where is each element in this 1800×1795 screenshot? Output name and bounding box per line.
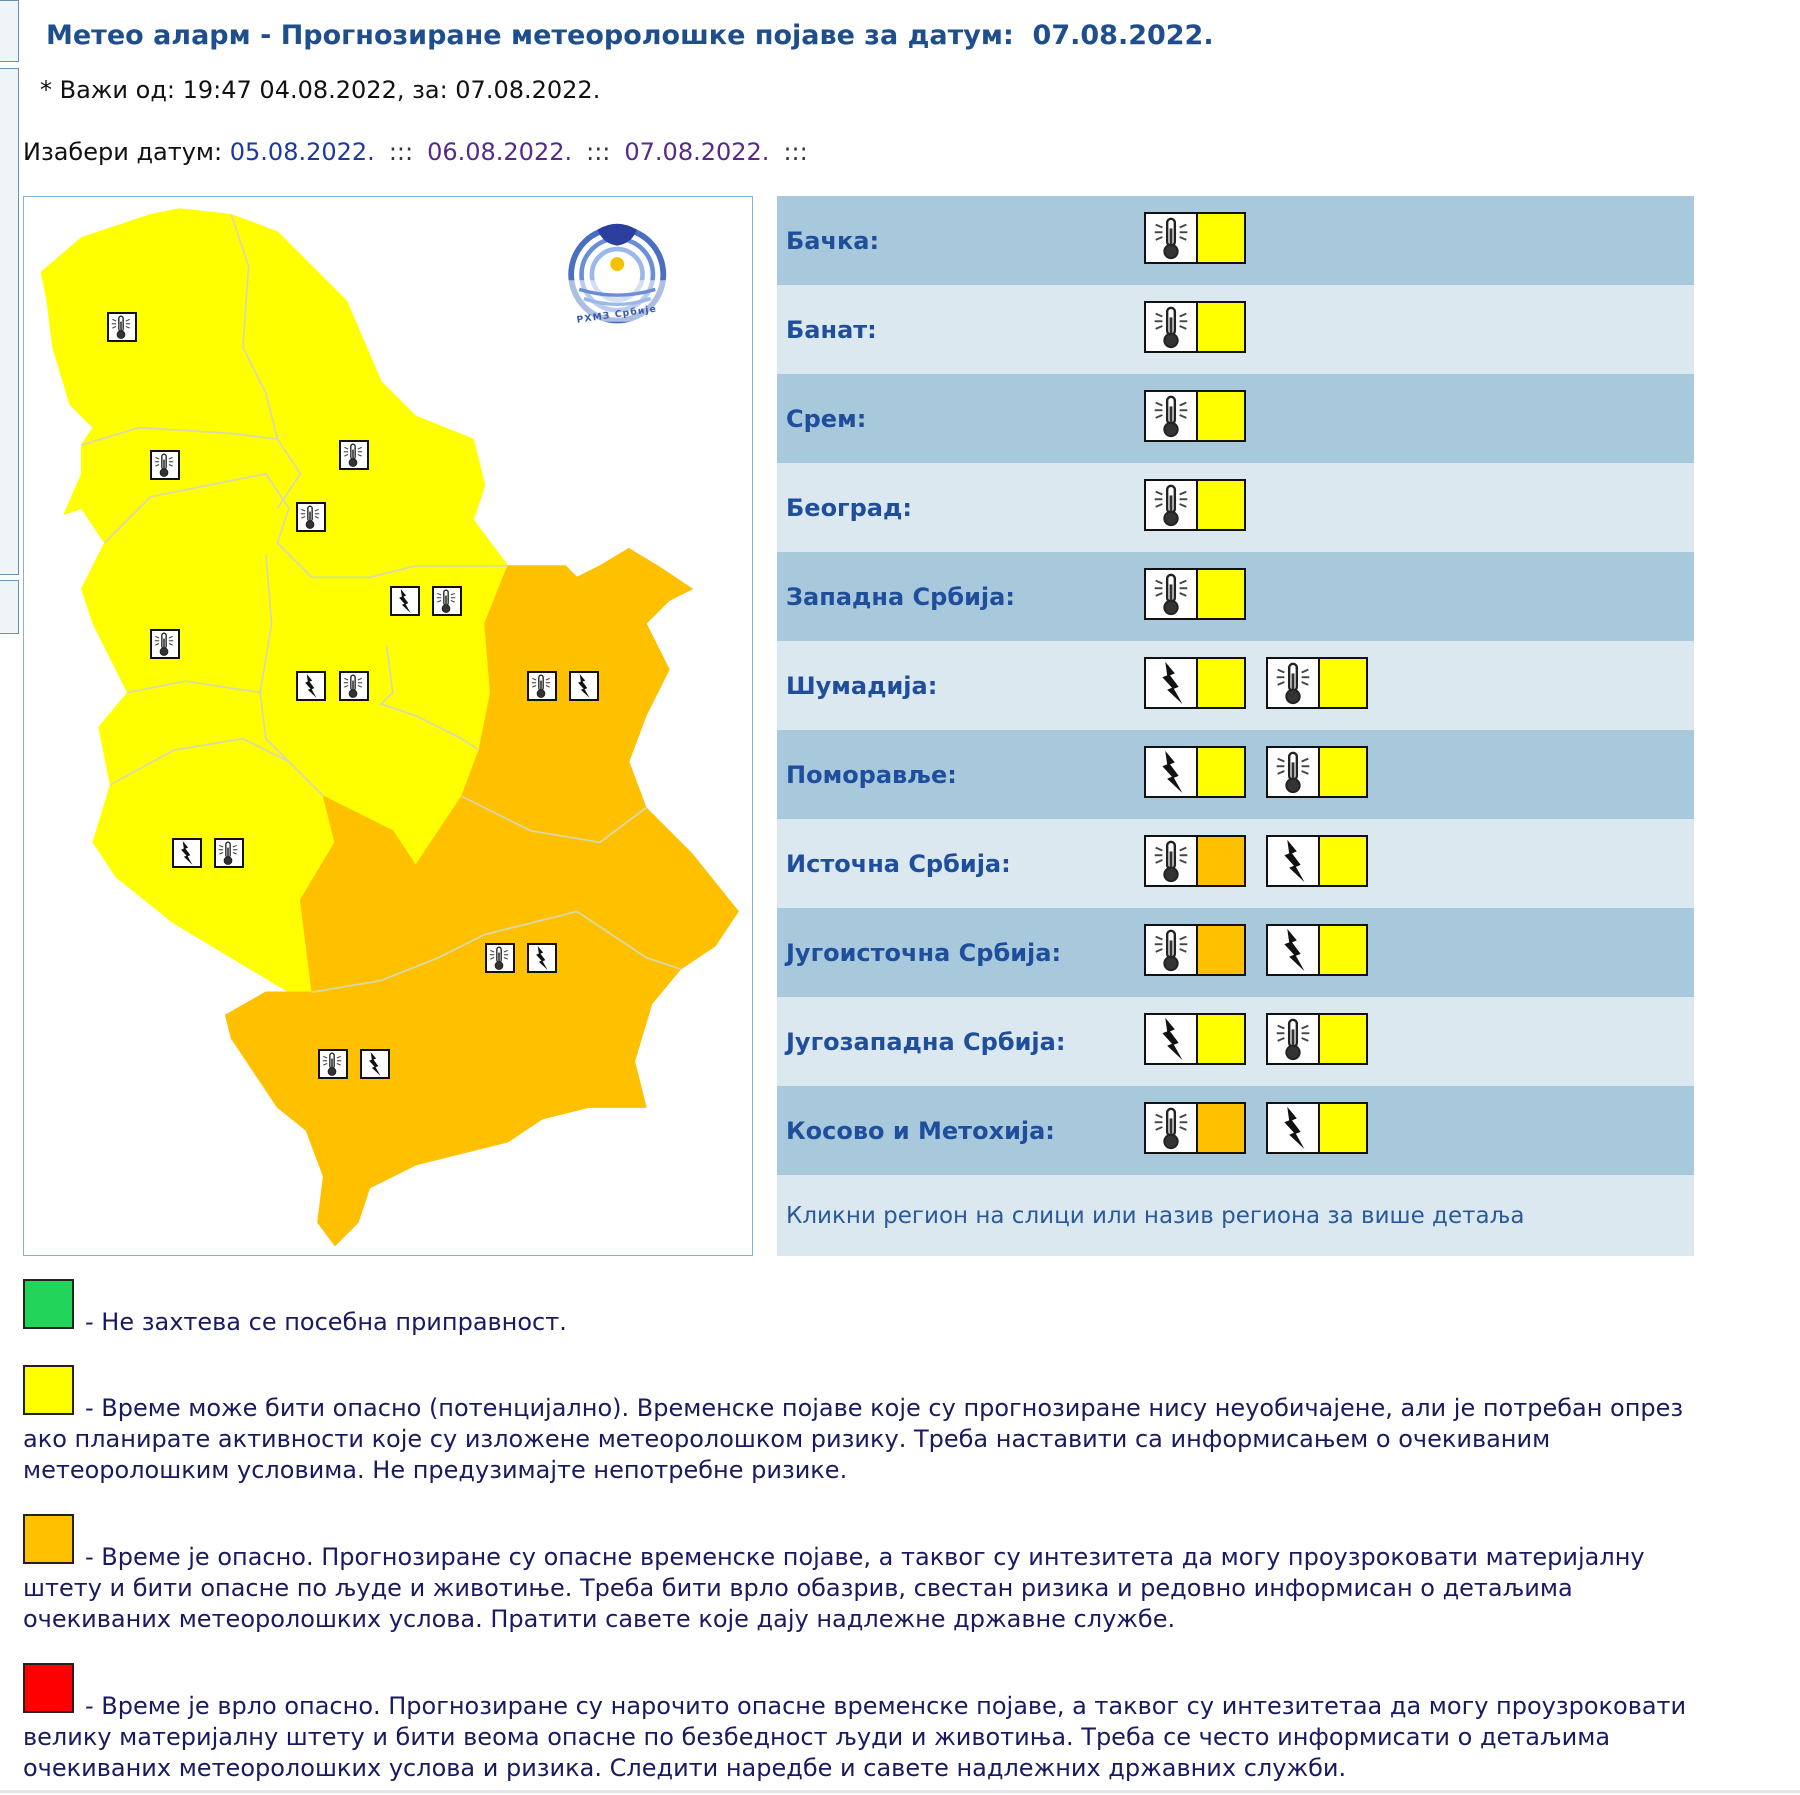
separator: ::: bbox=[388, 138, 414, 166]
region-row[interactable] bbox=[777, 463, 1694, 552]
warning-badge-heat-orange[interactable] bbox=[1144, 835, 1246, 887]
warning-level-yellow bbox=[1198, 214, 1244, 262]
warning-badge-heat-yellow[interactable] bbox=[1144, 568, 1246, 620]
heat-icon bbox=[1268, 748, 1320, 796]
map-heat-icon[interactable] bbox=[107, 312, 137, 342]
date-link-07-08[interactable]: 07.08.2022. bbox=[624, 138, 770, 166]
legend-description: - Време је врло опасно. Прогнозиране су нарочито опасне временске појаве, а таквог су интезитетаа да могу проузроковати велику материјалну штету и бити веома опасне по безбедност људи и животиња. Треба се често информисати о детаљима очекиваних метеоролошких услова и ризика. Следити наредбе и савете надлежних државних служби. bbox=[23, 1692, 1687, 1782]
warning-badge-heat-yellow[interactable] bbox=[1144, 212, 1246, 264]
warning-map bbox=[23, 196, 753, 1256]
date-selector bbox=[23, 138, 822, 166]
window-edge-panel bbox=[0, 68, 19, 575]
region-row[interactable] bbox=[777, 285, 1694, 374]
thunderstorm-icon bbox=[1268, 1104, 1320, 1152]
heat-icon bbox=[1146, 1104, 1198, 1152]
legend-text-yellow bbox=[23, 1393, 1703, 1486]
heat-icon bbox=[1146, 481, 1198, 529]
warning-badge-heat-yellow[interactable] bbox=[1266, 657, 1368, 709]
warning-badge-thunderstorm-yellow[interactable] bbox=[1144, 1013, 1246, 1065]
region-row[interactable] bbox=[777, 196, 1694, 285]
region-name[interactable]: Банат: bbox=[786, 315, 877, 344]
warning-level-yellow bbox=[1320, 1104, 1366, 1152]
region-name[interactable]: Југоисточна Србија: bbox=[786, 938, 1062, 967]
thunderstorm-icon bbox=[1146, 659, 1198, 707]
legend-text-orange bbox=[23, 1542, 1703, 1635]
warning-badge-heat-yellow[interactable] bbox=[1144, 390, 1246, 442]
heat-icon bbox=[1146, 214, 1198, 262]
divider bbox=[0, 1790, 1800, 1793]
warning-badge-heat-yellow[interactable] bbox=[1144, 301, 1246, 353]
region-row[interactable] bbox=[777, 730, 1694, 819]
table-footer-hint: Кликни регион на слици или назив региона за више детаља bbox=[777, 1175, 1694, 1256]
region-name[interactable]: Источна Србија: bbox=[786, 849, 1011, 878]
warning-badge-heat-orange[interactable] bbox=[1144, 1102, 1246, 1154]
warning-level-orange bbox=[1198, 1104, 1244, 1152]
warning-level-yellow bbox=[1198, 659, 1244, 707]
date-selector-label: Изабери датум: bbox=[23, 138, 223, 166]
date-link-05-08[interactable]: 05.08.2022. bbox=[229, 138, 375, 166]
map-heat-icon[interactable] bbox=[318, 1049, 348, 1079]
region-row[interactable] bbox=[777, 641, 1694, 730]
map-thunderstorm-icon[interactable] bbox=[527, 943, 557, 973]
window-edge-tab bbox=[0, 580, 19, 634]
map-heat-icon[interactable] bbox=[150, 629, 180, 659]
warning-badge-thunderstorm-yellow[interactable] bbox=[1144, 746, 1246, 798]
legend-description: - Време је опасно. Прогнозиране су опасне временске појаве, а таквог су интезитета да могу проузроковати материјалну штету и бити опасне по људе и животиње. Треба бити врло обазрив, свестан ризика и редовно информисан о детаљима очекиваних метеоролошких услова. Пратити савете које дају надлежне државне службе. bbox=[23, 1543, 1645, 1633]
warning-level-yellow bbox=[1198, 1015, 1244, 1063]
warning-level-orange bbox=[1198, 837, 1244, 885]
region-name[interactable]: Београд: bbox=[786, 493, 912, 522]
window-edge-tab bbox=[0, 0, 19, 62]
heat-icon bbox=[1146, 926, 1198, 974]
region-row[interactable] bbox=[777, 819, 1694, 908]
heat-icon bbox=[1146, 570, 1198, 618]
warning-level-yellow bbox=[1320, 748, 1366, 796]
region-row[interactable] bbox=[777, 374, 1694, 463]
logo-lettering: РХМЗ Србије bbox=[575, 303, 658, 326]
map-thunderstorm-icon[interactable] bbox=[296, 671, 326, 701]
region-name[interactable]: Југозападна Србија: bbox=[786, 1027, 1066, 1056]
warning-level-orange bbox=[1198, 926, 1244, 974]
heat-icon bbox=[1146, 837, 1198, 885]
thunderstorm-icon bbox=[1268, 837, 1320, 885]
map-heat-icon[interactable] bbox=[339, 671, 369, 701]
legend-description: - Не захтева се посебна приправност. bbox=[85, 1308, 567, 1336]
map-heat-icon[interactable] bbox=[214, 838, 244, 868]
warning-level-yellow bbox=[1198, 748, 1244, 796]
warning-badge-thunderstorm-yellow[interactable] bbox=[1266, 1102, 1368, 1154]
date-link-06-08[interactable]: 06.08.2022. bbox=[427, 138, 573, 166]
region-name[interactable]: Поморавље: bbox=[786, 760, 957, 789]
region-warning-table bbox=[777, 196, 1694, 1256]
warning-level-yellow bbox=[1320, 837, 1366, 885]
warning-level-yellow bbox=[1198, 392, 1244, 440]
warning-level-yellow bbox=[1198, 570, 1244, 618]
region-name[interactable]: Срем: bbox=[786, 404, 867, 433]
heat-icon bbox=[1146, 303, 1198, 351]
warning-badge-heat-yellow[interactable] bbox=[1144, 479, 1246, 531]
map-heat-icon[interactable] bbox=[296, 502, 326, 532]
thunderstorm-icon bbox=[1146, 748, 1198, 796]
map-heat-icon[interactable] bbox=[432, 586, 462, 616]
map-heat-icon[interactable] bbox=[527, 671, 557, 701]
region-row[interactable] bbox=[777, 997, 1694, 1086]
warning-badge-heat-yellow[interactable] bbox=[1266, 1013, 1368, 1065]
thunderstorm-icon bbox=[1268, 926, 1320, 974]
region-name[interactable]: Бачка: bbox=[786, 226, 880, 255]
warning-badge-thunderstorm-yellow[interactable] bbox=[1266, 924, 1368, 976]
warning-badge-heat-orange[interactable] bbox=[1144, 924, 1246, 976]
thunderstorm-icon bbox=[1146, 1015, 1198, 1063]
legend-text-green bbox=[23, 1307, 1703, 1338]
map-thunderstorm-icon[interactable] bbox=[390, 586, 420, 616]
page-title: Метео аларм - Прогнозиране метеоролошке појаве за датум: 07.08.2022. bbox=[46, 20, 1214, 51]
warning-level-yellow bbox=[1320, 1015, 1366, 1063]
warning-level-yellow bbox=[1198, 481, 1244, 529]
map-heat-icon[interactable] bbox=[150, 450, 180, 480]
rhmz-logo bbox=[565, 224, 669, 326]
warning-badge-thunderstorm-yellow[interactable] bbox=[1144, 657, 1246, 709]
region-row[interactable] bbox=[777, 552, 1694, 641]
region-row[interactable] bbox=[777, 1086, 1694, 1175]
warning-level-yellow bbox=[1320, 926, 1366, 974]
validity-text: * Важи од: 19:47 04.08.2022, за: 07.08.2022. bbox=[40, 76, 601, 104]
map-thunderstorm-icon[interactable] bbox=[360, 1049, 390, 1079]
region-name[interactable]: Западна Србија: bbox=[786, 582, 1015, 611]
map-thunderstorm-icon[interactable] bbox=[569, 671, 599, 701]
legend-text-red bbox=[23, 1691, 1703, 1784]
heat-icon bbox=[1268, 1015, 1320, 1063]
map-heat-icon[interactable] bbox=[339, 440, 369, 470]
region-name[interactable]: Шумадија: bbox=[786, 671, 938, 700]
warning-level-yellow bbox=[1198, 303, 1244, 351]
region-row[interactable] bbox=[777, 908, 1694, 997]
region-name[interactable]: Косово и Метохија: bbox=[786, 1116, 1055, 1145]
warning-badge-thunderstorm-yellow[interactable] bbox=[1266, 835, 1368, 887]
separator: ::: bbox=[586, 138, 611, 166]
heat-icon bbox=[1146, 392, 1198, 440]
warning-badge-heat-yellow[interactable] bbox=[1266, 746, 1368, 798]
warning-level-yellow bbox=[1320, 659, 1366, 707]
separator: ::: bbox=[783, 138, 808, 166]
map-heat-icon[interactable] bbox=[485, 943, 515, 973]
heat-icon bbox=[1268, 659, 1320, 707]
legend-description: - Време може бити опасно (потенцијално). Временске појаве које су прогнозиране нису неуобичајене, али је потребан опрез ако планирате активности које су изложене метеоролошком ризику. Треба наставити са информисањем о очекиваним метеоролошким условима. Не предузимајте непотребне ризике. bbox=[23, 1394, 1684, 1484]
map-thunderstorm-icon[interactable] bbox=[172, 838, 202, 868]
